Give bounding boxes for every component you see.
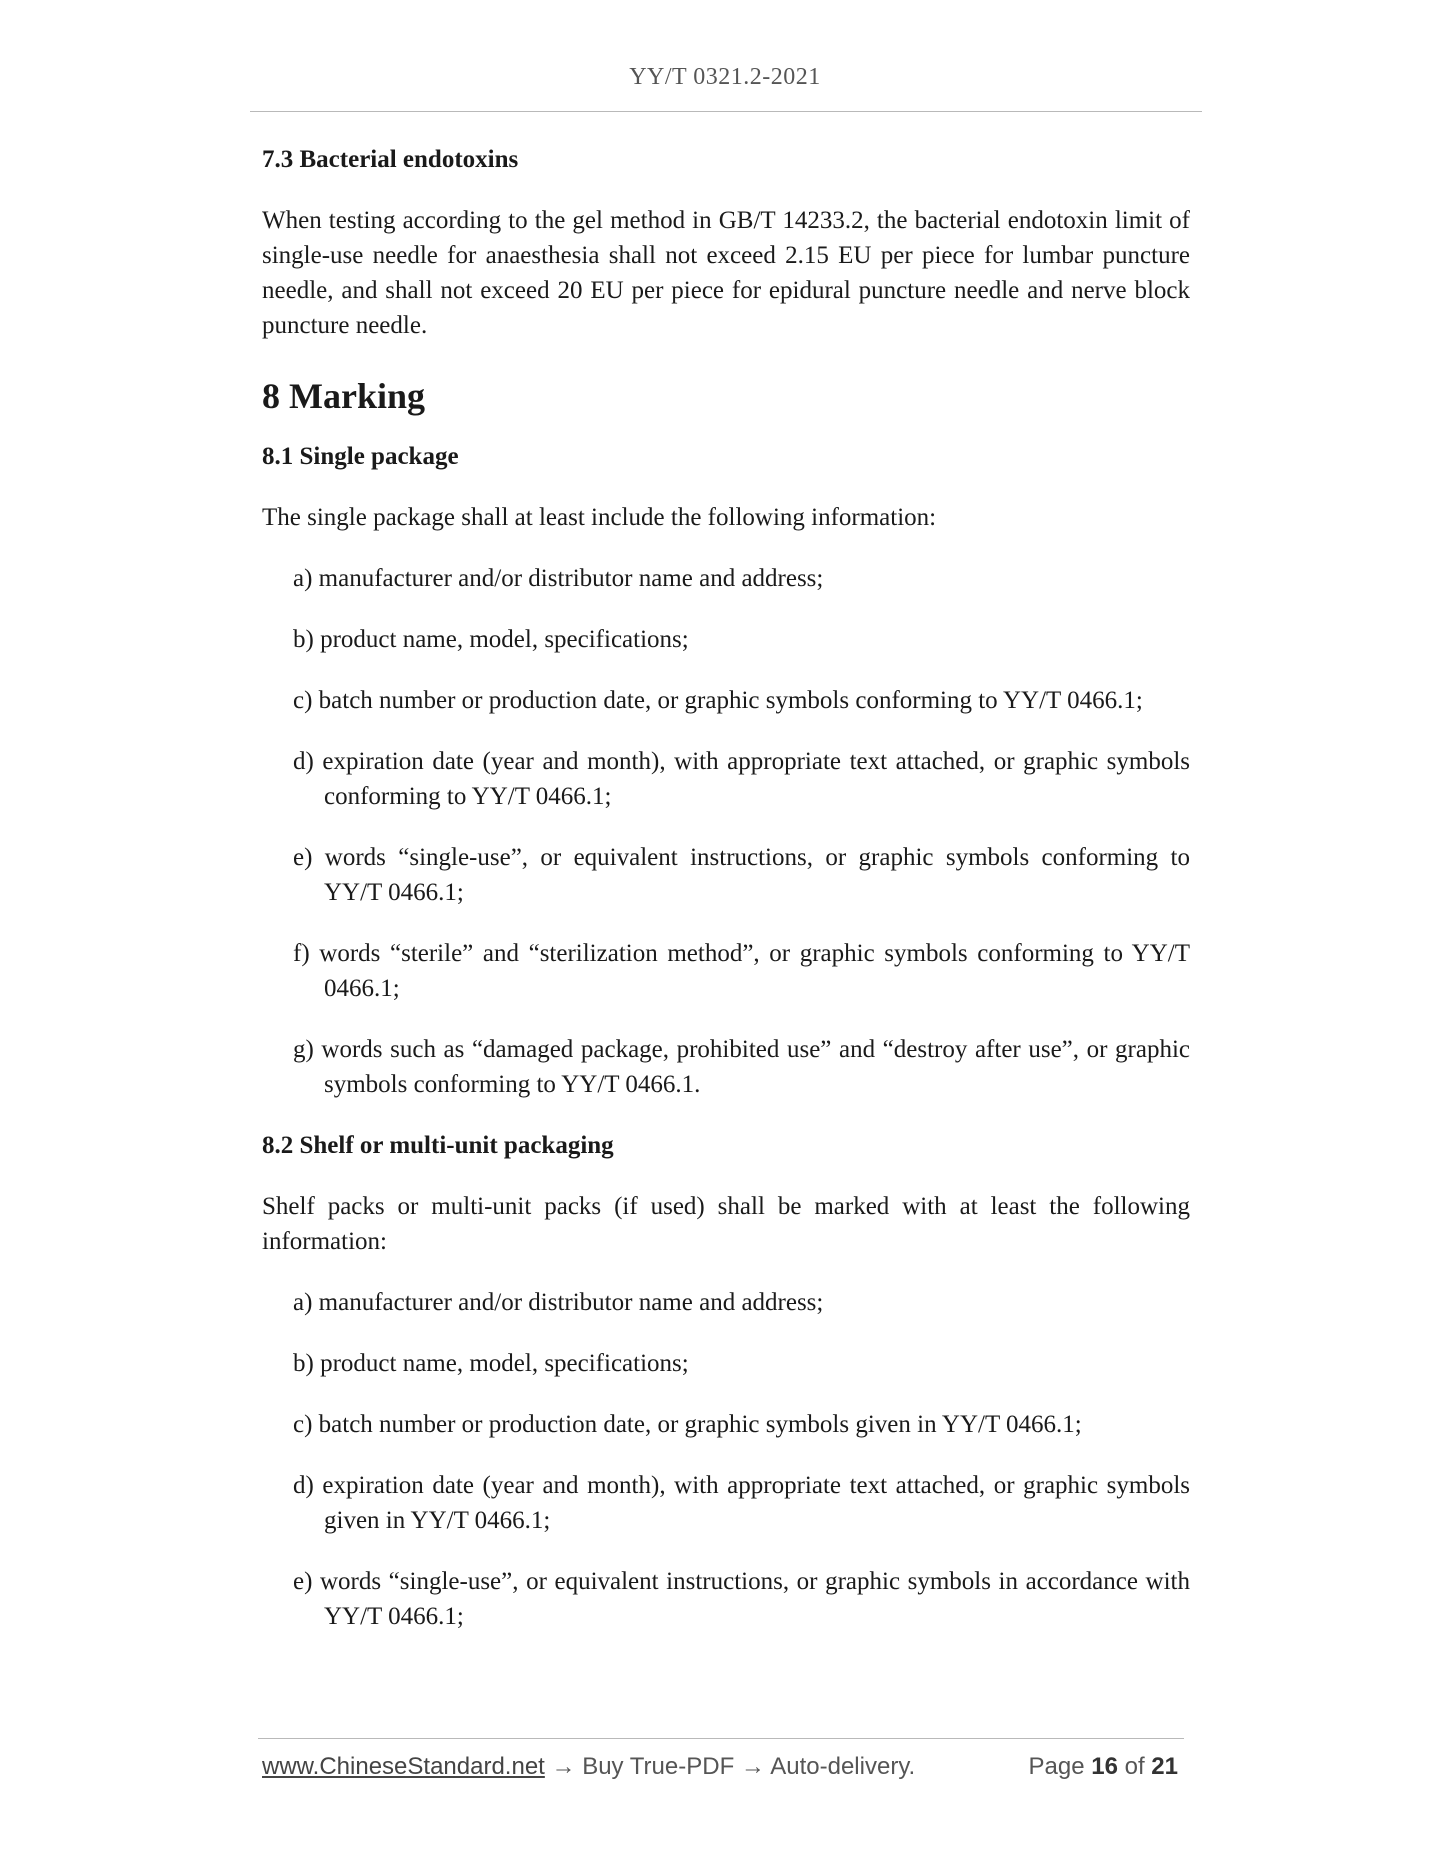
list-item: e) words “single-use”, or equivalent instructions, or graphic symbols conforming to YY/T 0466.1; <box>293 844 1190 906</box>
list-item: c) batch number or production date, or graphic symbols given in YY/T 0466.1; <box>293 1411 1082 1438</box>
list-item: g) words such as “damaged package, prohibited use” and “destroy after use”, or graphic symbols conforming to YY/T 0466.1. <box>293 1036 1190 1098</box>
section-8-heading: 8 Marking <box>262 376 426 416</box>
arrow-right-icon: → <box>740 1753 765 1780</box>
list-item: f) words “sterile” and “sterilization method”, or graphic symbols conforming to YY/T 0466.1; <box>293 940 1190 1002</box>
section-8-1-list <box>262 561 1190 1102</box>
arrow-right-icon: → <box>551 1753 576 1780</box>
section-8-2-list <box>262 1285 1190 1634</box>
document-body <box>262 142 1190 1634</box>
list-item: e) words “single-use”, or equivalent instructions, or graphic symbols in accordance with YY/T 0466.1; <box>293 1568 1190 1630</box>
section-8-2-heading: 8.2 Shelf or multi-unit packaging <box>262 1132 614 1159</box>
buy-true-pdf-text: Buy True-PDF <box>582 1753 735 1780</box>
section-8-1-heading: 8.1 Single package <box>262 443 459 470</box>
page-total: 21 <box>1151 1753 1178 1780</box>
footer-divider <box>258 1738 1184 1739</box>
section-8-2-intro: Shelf packs or multi-unit packs (if used) shall be marked with at least the following information: <box>262 1193 1190 1255</box>
running-header: YY/T 0321.2-2021 <box>629 64 821 90</box>
list-item: d) expiration date (year and month), with appropriate text attached, or graphic symbols conforming to YY/T 0466.1; <box>293 748 1190 810</box>
list-item: c) batch number or production date, or graphic symbols conforming to YY/T 0466.1; <box>293 687 1143 714</box>
of-label: of <box>1124 1753 1145 1780</box>
list-item: a) manufacturer and/or distributor name and address; <box>293 1289 824 1316</box>
section-8-1-intro: The single package shall at least include the following information: <box>262 504 937 531</box>
section-7-3-heading: 7.3 Bacterial endotoxins <box>262 146 519 173</box>
auto-delivery-text: Auto-delivery. <box>770 1753 916 1780</box>
section-7-3-paragraph: When testing according to the gel method in GB/T 14233.2, the bacterial endotoxin limit of single-use needle for anaesthesia shall not exceed 2.15 EU per piece for lumbar puncture needle, and shall not exceed 20 EU per piece for epidural puncture needle and nerve block puncture needle. <box>262 207 1190 339</box>
list-item: b) product name, model, specifications; <box>293 1350 689 1377</box>
list-item: a) manufacturer and/or distributor name and address; <box>293 565 824 592</box>
header-divider <box>250 111 1202 112</box>
page-indicator <box>1029 1753 1179 1781</box>
page-label: Page <box>1028 1753 1085 1780</box>
page-current: 16 <box>1091 1753 1118 1780</box>
list-item: b) product name, model, specifications; <box>293 626 689 653</box>
site-link[interactable]: www.ChineseStandard.net <box>262 1753 545 1780</box>
page-footer <box>262 1753 1182 1785</box>
list-item: d) expiration date (year and month), with appropriate text attached, or graphic symbols given in YY/T 0466.1; <box>293 1472 1190 1534</box>
